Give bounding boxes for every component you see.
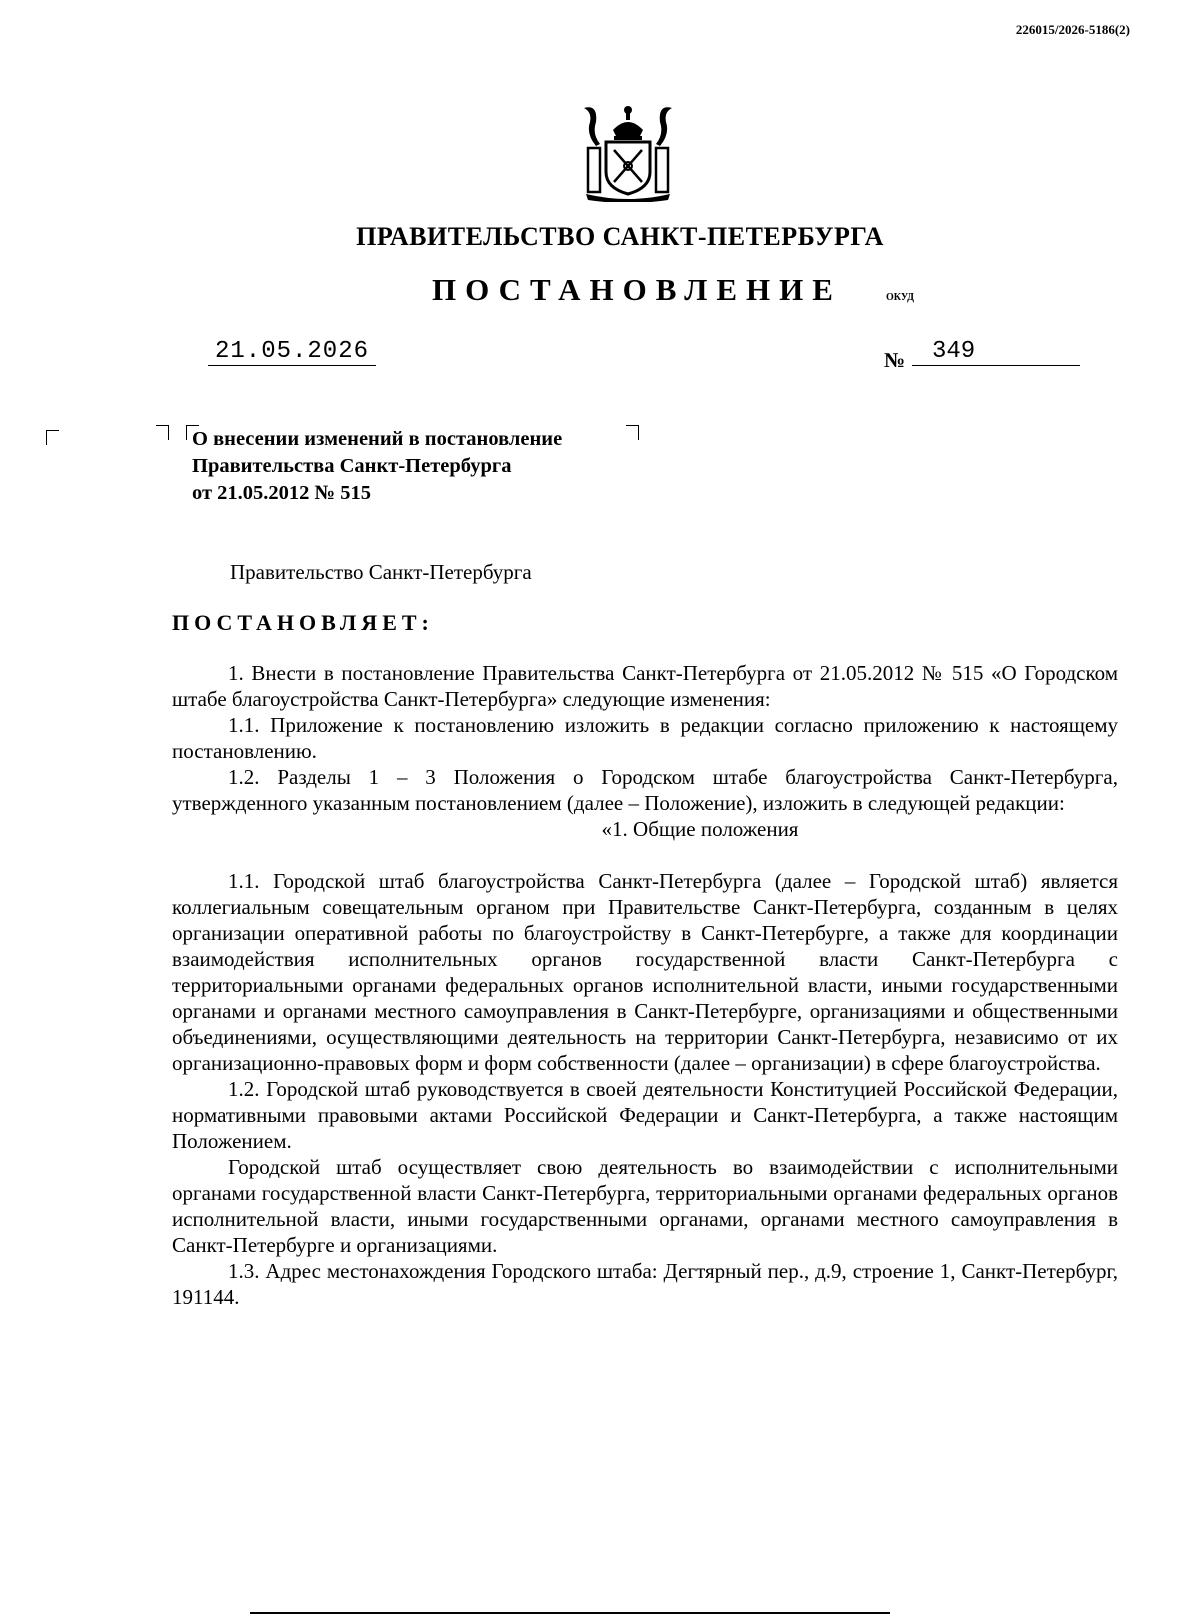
subject-bracket-mark xyxy=(626,425,639,440)
decree-subject xyxy=(192,426,562,507)
subject-bracket-mark xyxy=(156,425,169,440)
subject-line: от 21.05.2012 № 515 xyxy=(192,482,372,504)
subject-line: Правительства Санкт-Петербурга xyxy=(192,455,512,477)
clause-1-2-continued: Городской штаб осуществляет свою деятельность во взаимодействии с исполнительными органами государственной власти Санкт-Петербурга, территориальными органами федеральных органов исполнительной власти, иными государственными органами, органами местного самоуправления в Санкт-Петербурге и организациями. xyxy=(172,1155,1118,1257)
government-title: ПРАВИТЕЛЬСТВО САНКТ-ПЕТЕРБУРГА xyxy=(356,222,884,251)
issuing-body: Правительство Санкт-Петербурга xyxy=(230,560,532,584)
decree-body xyxy=(172,660,1118,1310)
paragraph-1-1: 1.1. Приложение к постановлению изложить в редакции согласно приложению к настоящему постановлению. xyxy=(172,713,1118,763)
decree-number-field xyxy=(912,338,1080,366)
document-registration-code: 226015/2026-5186(2) xyxy=(1015,22,1130,37)
clause-1-1: 1.1. Городской штаб благоустройства Санкт-Петербурга (далее – Городской штаб) является коллегиальным совещательным органом при Правительстве Санкт-Петербурга, созданным в целях организации оперативной работы по благоустройству в Санкт-Петербурге, а также для координации взаимодействия исполнительных органов государственной власти Санкт-Петербурга с территориальными органами федеральных органов исполнительной власти, иными государственными органами и органами местного самоуправления в Санкт-Петербурге, организациями и общественными объединениями, осуществляющими деятельность на территории Санкт-Петербурга, независимо от их организационно-правовых форм и форм собственности (далее – организации) в сфере благоустройства. xyxy=(172,869,1118,1075)
margin-corner-mark xyxy=(46,430,59,445)
decree-date: 21.05.2026 xyxy=(214,338,370,365)
paragraph-1-2: 1.2. Разделы 1 – 3 Положения о Городском штабе благоустройства Санкт-Петербурга, утвержденного указанным постановлением (далее – Положение), изложить в следующей редакции: xyxy=(172,765,1118,815)
decree-title: ПОСТАНОВЛЕНИЕ xyxy=(432,272,842,307)
clause-1-3: 1.3. Адрес местонахождения Городского штаба: Дегтярный пер., д.9, строение 1, Санкт-Петербург, 191144. xyxy=(172,1259,1118,1309)
paragraph-1: 1. Внести в постановление Правительства Санкт-Петербурга от 21.05.2012 № 515 «О Городском штабе благоустройства Санкт-Петербурга» следующие изменения: xyxy=(172,661,1118,711)
resolves-heading: ПОСТАНОВЛЯЕТ: xyxy=(172,610,434,635)
okud-label: ОКУД xyxy=(886,292,915,303)
section-heading: «1. Общие положения xyxy=(601,817,799,841)
decree-number: 349 xyxy=(932,338,976,365)
coat-of-arms-icon xyxy=(578,100,678,202)
scan-edge-line xyxy=(250,1612,890,1614)
clause-1-2: 1.2. Городской штаб руководствуется в своей деятельности Конституцией Российской Федерации, нормативными правовыми актами Российской Федерации и Санкт-Петербурга, а также настоящим Положением. xyxy=(172,1077,1118,1153)
subject-line: О внесении изменений в постановление xyxy=(192,428,563,450)
decree-date-field xyxy=(208,338,376,366)
number-sign: № xyxy=(884,348,906,372)
